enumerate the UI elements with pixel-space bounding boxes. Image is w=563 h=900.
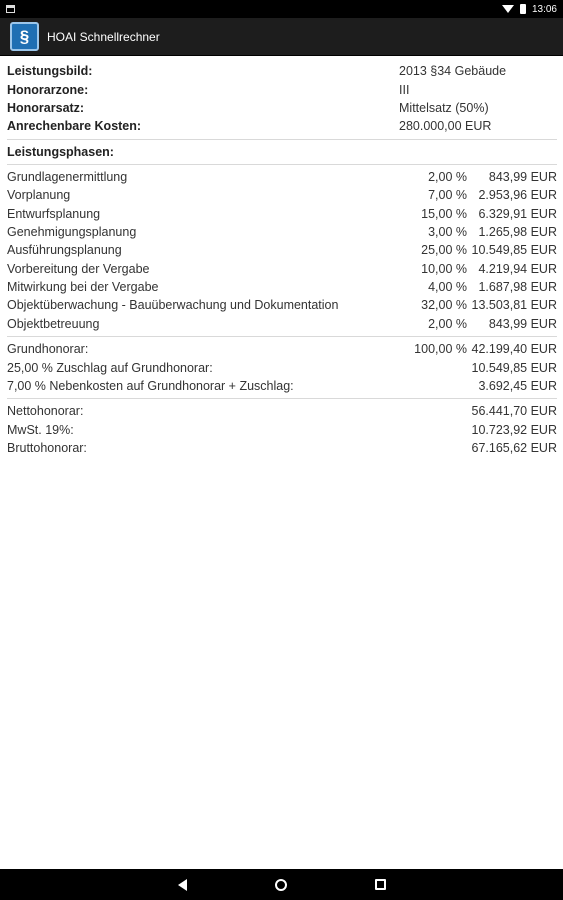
- info-row-leistungsbild: [7, 62, 557, 80]
- surcharge-label: 7,00 % Nebenkosten auf Grundhonorar + Zuschlag:: [7, 379, 294, 394]
- phase-row: [7, 204, 557, 222]
- phase-row: [7, 315, 557, 333]
- phase-amount: 13.503,81 EUR: [471, 298, 557, 313]
- grundhonorar-amount: 42.199,40 EUR: [471, 342, 557, 357]
- result-content: [7, 62, 557, 457]
- phase-percent: 4,00 %: [428, 280, 467, 295]
- phase-amount: 1.265,98 EUR: [478, 224, 557, 239]
- phase-amount: 6.329,91 EUR: [478, 206, 557, 221]
- home-icon[interactable]: [275, 879, 287, 891]
- phase-percent: 25,00 %: [421, 243, 467, 258]
- info-row-honorarzone: [7, 80, 557, 98]
- status-bar: [0, 0, 563, 18]
- phase-row: [7, 260, 557, 278]
- total-amount: 56.441,70 EUR: [471, 404, 557, 419]
- surcharge-label: 25,00 % Zuschlag auf Grundhonorar:: [7, 360, 213, 375]
- wifi-icon: [502, 5, 514, 13]
- surcharge-row: [7, 358, 557, 376]
- surcharge-row: [7, 377, 557, 395]
- info-label: Leistungsbild:: [7, 64, 93, 79]
- total-row-netto: [7, 402, 557, 420]
- grundhonorar-label: Grundhonorar:: [7, 342, 89, 357]
- info-row-anrechenbare-kosten: [7, 117, 557, 135]
- info-row-honorarsatz: [7, 99, 557, 117]
- status-time: 13:06: [531, 3, 557, 15]
- phase-name: Grundlagenermittlung: [7, 169, 128, 184]
- app-title: HOAI Schnellrechner: [47, 29, 160, 44]
- battery-icon: [520, 4, 526, 14]
- total-row-mwst: [7, 421, 557, 439]
- phase-name: Genehmigungsplanung: [7, 224, 137, 239]
- phase-amount: 843,99 EUR: [488, 169, 557, 184]
- info-value: III: [399, 82, 410, 97]
- app-logo-icon[interactable]: §: [10, 22, 39, 51]
- navigation-bar: [0, 869, 563, 900]
- divider: [7, 336, 557, 337]
- surcharge-amount: 3.692,45 EUR: [478, 379, 557, 394]
- info-value: 280.000,00 EUR: [399, 119, 492, 134]
- grundhonorar-percent: 100,00 %: [414, 342, 467, 357]
- phase-percent: 2,00 %: [428, 169, 467, 184]
- divider: [7, 398, 557, 399]
- phase-percent: 10,00 %: [421, 261, 467, 276]
- phase-amount: 1.687,98 EUR: [478, 280, 557, 295]
- phase-name: Ausführungsplanung: [7, 243, 122, 258]
- total-label: Bruttohonorar:: [7, 441, 87, 456]
- surcharge-amount: 10.549,85 EUR: [471, 360, 557, 375]
- phase-amount: 10.549,85 EUR: [471, 243, 557, 258]
- phase-row: [7, 186, 557, 204]
- grundhonorar-row: [7, 340, 557, 358]
- total-amount: 10.723,92 EUR: [471, 422, 557, 437]
- phase-name: Objektbetreuung: [7, 316, 100, 331]
- phase-amount: 2.953,96 EUR: [478, 188, 557, 203]
- phase-name: Entwurfsplanung: [7, 206, 101, 221]
- phase-row: [7, 223, 557, 241]
- phase-amount: 843,99 EUR: [488, 316, 557, 331]
- info-label: Honorarsatz:: [7, 100, 85, 115]
- section-title-leistungsphasen: Leistungsphasen:: [7, 144, 114, 159]
- phase-row: [7, 241, 557, 259]
- app-bar: [0, 18, 563, 56]
- phase-amount: 4.219,94 EUR: [478, 261, 557, 276]
- info-value: Mittelsatz (50%): [399, 100, 489, 115]
- divider: [7, 164, 557, 165]
- phase-percent: 7,00 %: [428, 188, 467, 203]
- info-label: Anrechenbare Kosten:: [7, 119, 142, 134]
- recent-apps-icon[interactable]: [375, 879, 386, 890]
- phase-row: [7, 278, 557, 296]
- total-row-brutto: [7, 439, 557, 457]
- notification-icon: [6, 5, 15, 13]
- phase-name: Vorbereitung der Vergabe: [7, 261, 150, 276]
- back-icon[interactable]: [178, 879, 187, 891]
- total-label: Nettohonorar:: [7, 404, 84, 419]
- info-value: 2013 §34 Gebäude: [399, 64, 507, 79]
- total-label: MwSt. 19%:: [7, 422, 74, 437]
- phase-percent: 2,00 %: [428, 316, 467, 331]
- phase-name: Mitwirkung bei der Vergabe: [7, 280, 159, 295]
- total-amount: 67.165,62 EUR: [471, 441, 557, 456]
- phase-row: [7, 168, 557, 186]
- phase-percent: 15,00 %: [421, 206, 467, 221]
- phase-percent: 32,00 %: [421, 298, 467, 313]
- phase-name: Objektüberwachung - Bauüberwachung und Dokumentation: [7, 298, 339, 313]
- phase-row: [7, 296, 557, 314]
- phase-name: Vorplanung: [7, 188, 71, 203]
- info-label: Honorarzone:: [7, 82, 89, 97]
- phase-percent: 3,00 %: [428, 224, 467, 239]
- divider: [7, 139, 557, 140]
